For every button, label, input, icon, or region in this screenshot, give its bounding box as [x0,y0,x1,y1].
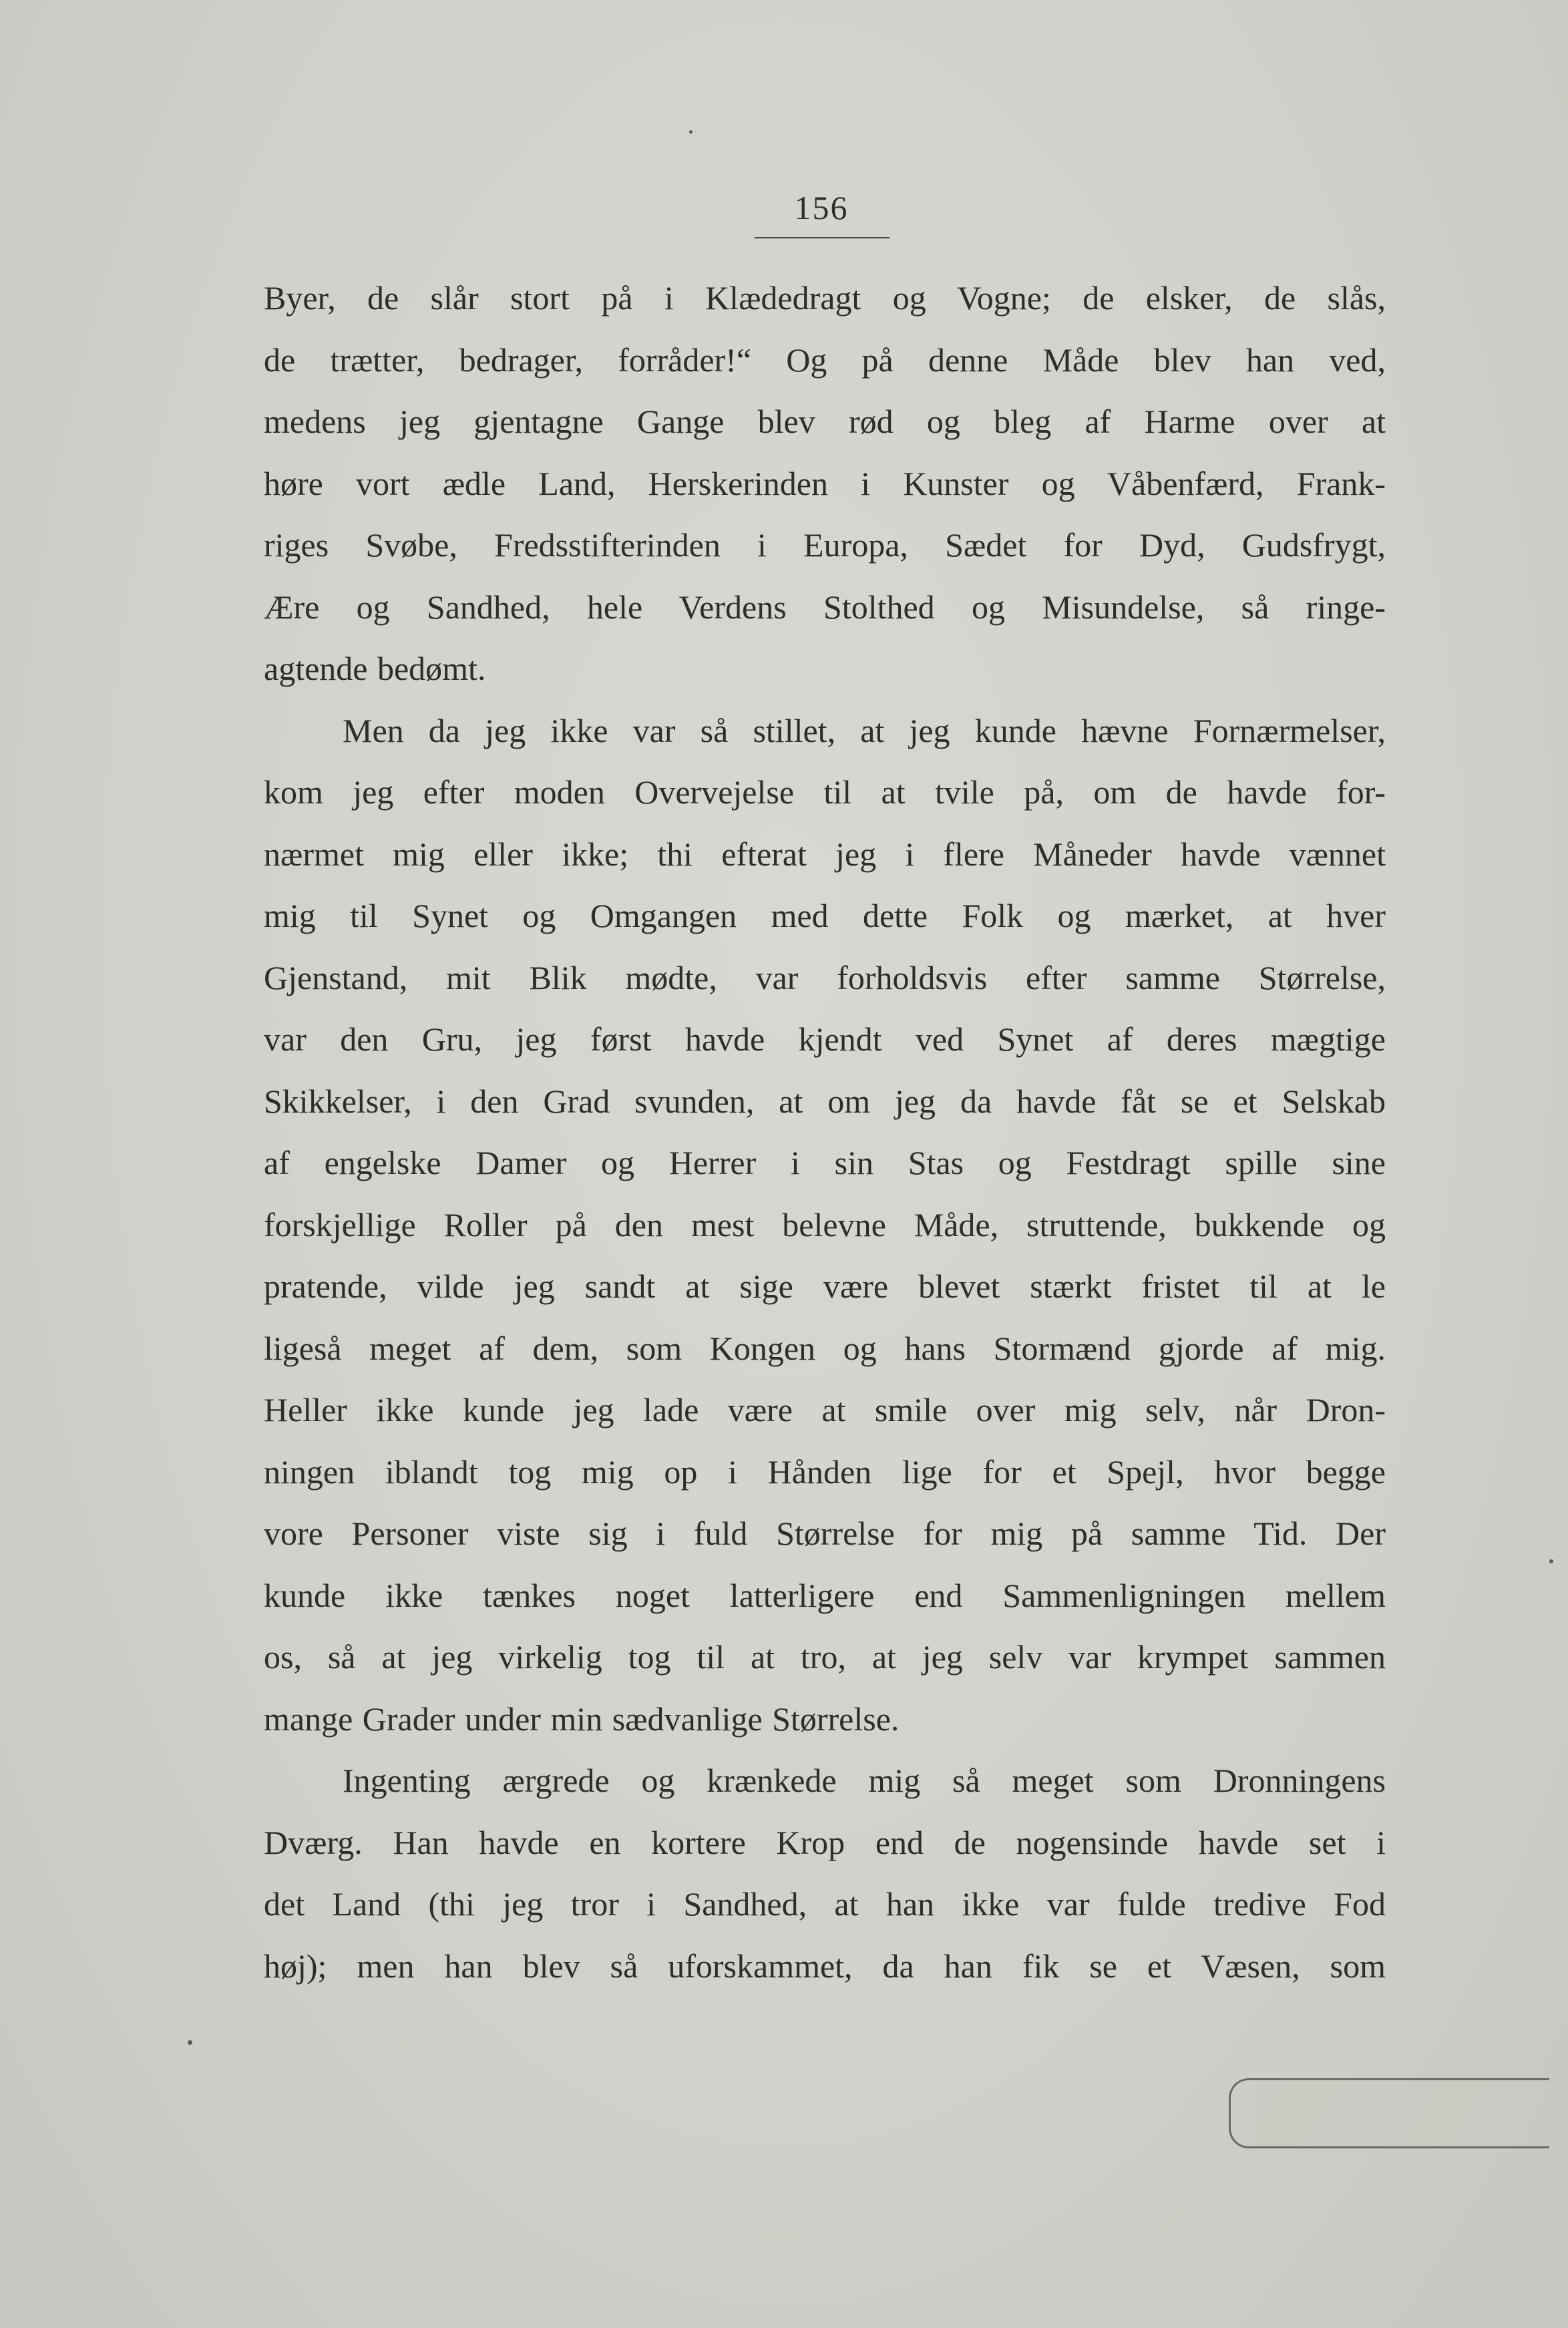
text-line: Heller ikke kunde jeg lade være at smile over mig selv, når Dron- [264,1391,1386,1428]
text-line: medens jeg gjentagne Gange blev rød og bleg af Harme over at [264,403,1386,440]
page-number: 156 [794,189,849,226]
text-line: Gjenstand, mit Blik mødte, var forholdsvis efter samme Størrelse, [264,958,1386,996]
text-line: Dværg. Han havde en kortere Krop end de nogensinde havde set i [264,1823,1386,1861]
ink-speck [188,2040,192,2045]
text-line: mange Grader under min sædvanlige Størrelse. [264,1700,900,1738]
text-line: riges Svøbe, Fredsstifterinden i Europa, Sædet for Dyd, Gudsfrygt, [264,526,1386,564]
text-line: af engelske Damer og Herrer i sin Stas og Festdragt spille sine [264,1144,1386,1181]
text-line: vore Personer viste sig i fuld Størrelse for mig på samme Tid. Der [264,1515,1386,1552]
ink-speck [689,130,693,134]
text-line: ligeså meget af dem, som Kongen og hans Stormænd gjorde af mig. [264,1329,1386,1367]
text-line: Men da jeg ikke var så stillet, at jeg kunde hævne Fornærmelser, [343,711,1386,749]
text-line: mig til Synet og Omgangen med dette Folk og mærket, at hver [264,897,1386,934]
body-text [264,267,1386,1997]
text-line: os, så at jeg virkelig tog til at tro, at jeg selv var krympet sammen [264,1638,1386,1676]
header-rule [755,237,890,238]
text-line: Skikkelser, i den Grad svunden, at om jeg da havde fåt se et Selskab [264,1082,1386,1120]
page-tab-outline [1229,2078,1549,2148]
text-line: pratende, vilde jeg sandt at sige være blevet stærkt fristet til at le [264,1268,1386,1305]
text-line: Byer, de slår stort på i Klædedragt og Vogne; de elsker, de slås, [264,279,1386,317]
text-line: var den Gru, jeg først havde kjendt ved Synet af deres mægtige [264,1020,1386,1058]
text-line: Ære og Sandhed, hele Verdens Stolthed og Misundelse, så ringe- [264,588,1386,626]
text-line: kom jeg efter moden Overvejelse til at tvile på, om de havde for- [264,773,1386,811]
text-line: høj); men han blev så uforskammet, da han fik se et Væsen, som [264,1947,1386,1985]
text-line: de trætter, bedrager, forråder!“ Og på denne Måde blev han ved, [264,341,1386,379]
text-line: høre vort ædle Land, Herskerinden i Kunster og Våbenfærd, Frank- [264,464,1386,502]
text-line: nærmet mig eller ikke; thi efterat jeg i flere Måneder havde vænnet [264,835,1386,873]
text-line: kunde ikke tænkes noget latterligere end Sammenligningen mellem [264,1576,1386,1614]
text-line: ningen iblandt tog mig op i Hånden lige for et Spejl, hvor begge [264,1452,1386,1491]
text-line: forskjellige Roller på den mest belevne Måde, struttende, bukkende og [264,1205,1386,1243]
text-line: Ingenting ærgrede og krænkede mig så meget som Dronningens [343,1762,1386,1799]
text-line: agtende bedømt. [264,650,486,687]
text-line: det Land (thi jeg tror i Sandhed, at han ikke var fulde tredive Fod [264,1885,1386,1923]
ink-speck [1549,1559,1553,1563]
